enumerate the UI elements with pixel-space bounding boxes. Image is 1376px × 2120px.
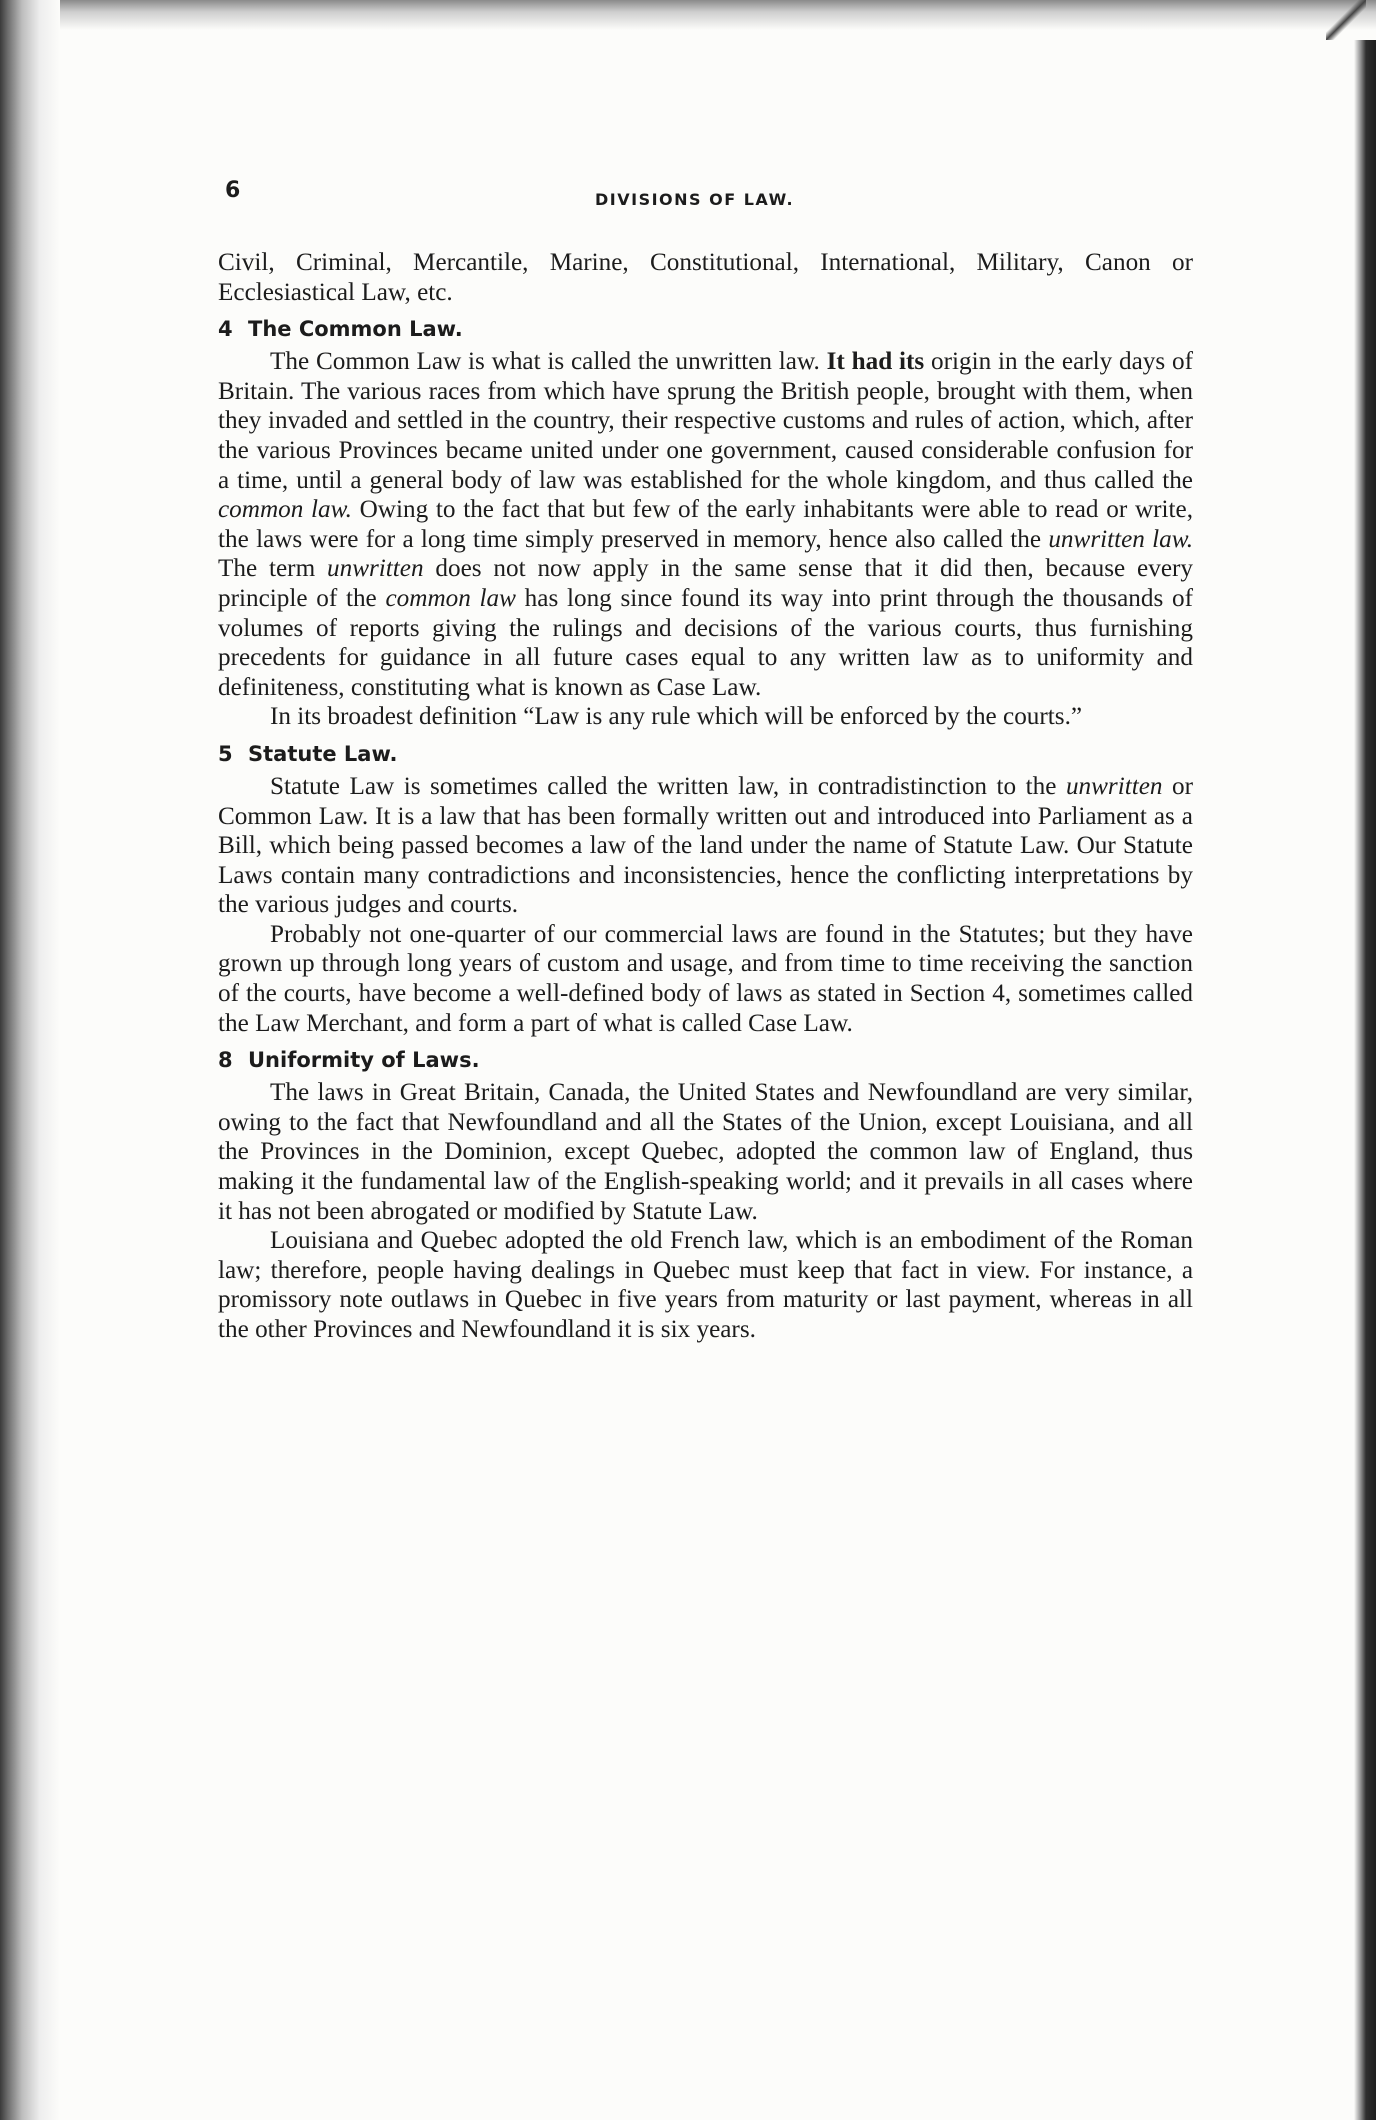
scan-corner-mark — [1326, 0, 1366, 40]
section-number: 5 — [218, 741, 233, 766]
scan-edge-left — [0, 0, 60, 2120]
paragraph-louisiana-quebec: Louisiana and Quebec adopted the old French law, which is an embodiment of the Roman law; therefore, people having dealings in Quebec must keep that fact in view. For instance, a promissory note outlaws in Quebec in five years from maturity or last payment, whereas in all the other Provinces and Newfoundland it is six years. — [218, 1227, 1193, 1343]
page-body — [218, 248, 1193, 1345]
text-run: Owing to the fact that but few of the early inhabitants were able to read or write, the laws were for a long time simply preserved in memory, hence also called the — [218, 496, 1193, 553]
text-run: Statute Law is sometimes called the written law, in contradistinction to the — [270, 772, 1066, 800]
running-head: DIVISIONS OF LAW. — [595, 190, 795, 209]
text-run: has long since found its way into print through the thousands of volumes of reports giving the rulings and decisions of the various courts, thus furnishing precedents for guidance in all future cases equal to any written law as to uniformity and definiteness, constituting what is known as Case Law. — [218, 584, 1193, 701]
text-run: The term — [218, 555, 328, 583]
italic-text-run: unwritten law. — [1048, 525, 1194, 553]
section-title: The Common Law. — [248, 317, 463, 342]
section-title: Uniformity of Laws. — [248, 1048, 480, 1073]
italic-text-run: common law. — [218, 496, 352, 524]
paragraph-uniformity: The laws in Great Britain, Canada, the United States and Newfoundland are very similar, owing to the fact that Newfoundland and all the States of the Union, except Louisiana, and all the Provinces in the Dominion, except Quebec, adopted the common law of England, thus making it the fundamental law of the English-speaking world; and it prevails in all cases where it has not been abrogated or modified by Statute Law. — [218, 1079, 1193, 1225]
text-run: does not now apply in the same sense that it did then, because every principle of the — [218, 555, 1193, 612]
page-number: 6 — [225, 178, 241, 203]
text-run: origin in the early days of Britain. The various races from which have sprung the British people, brought with them, when they invaded and settled in the country, their respective customs and rules of action, which, after the various Provinces became united under one government, caused considerable confusion for a time, until a general body of law was established for the whole kingdom, and thus called the — [218, 348, 1193, 494]
paragraph-common-law — [218, 347, 1193, 702]
scan-edge-right — [1354, 40, 1376, 2120]
bold-text-run: It had its — [826, 348, 925, 376]
italic-text-run: unwritten — [1065, 772, 1163, 800]
intro-paragraph: Civil, Criminal, Mercantile, Marine, Constitutional, International, Military, Canon or Ecclesiastical Law, etc. — [218, 249, 1193, 306]
section-number: 4 — [218, 317, 233, 342]
section-heading-statute-law — [218, 740, 1193, 768]
paragraph-statute-law — [218, 772, 1193, 920]
page-header — [225, 178, 1205, 218]
italic-text-run: unwritten — [327, 555, 424, 583]
scan-edge-top — [0, 0, 1376, 30]
section-heading-uniformity — [218, 1046, 1193, 1074]
text-run: or Common Law. It is a law that has been formally written out and introduced into Parliament as a Bill, which being passed becomes a law of the land under the name of Statute Law. Our Statute Laws contain many contradictions and inconsistencies, hence the conflicting interpretations by the various judges and courts. — [218, 772, 1193, 919]
section-title: Statute Law. — [248, 741, 398, 766]
section-number: 8 — [218, 1048, 233, 1073]
paragraph-commercial-laws: Probably not one-quarter of our commercial laws are found in the Statutes; but they have grown up through long years of custom and usage, and from time to time receiving the sanction of the courts, have become a well-defined body of laws as stated in Section 4, sometimes called the Law Merchant, and form a part of what is called Case Law. — [218, 920, 1193, 1037]
section-heading-common-law — [218, 315, 1193, 343]
text-run: The Common Law is what is called the unwritten law. — [270, 348, 827, 376]
italic-text-run: common law — [385, 584, 516, 612]
paragraph-law-definition: In its broadest definition “Law is any rule which will be enforced by the courts.” — [270, 703, 1083, 731]
